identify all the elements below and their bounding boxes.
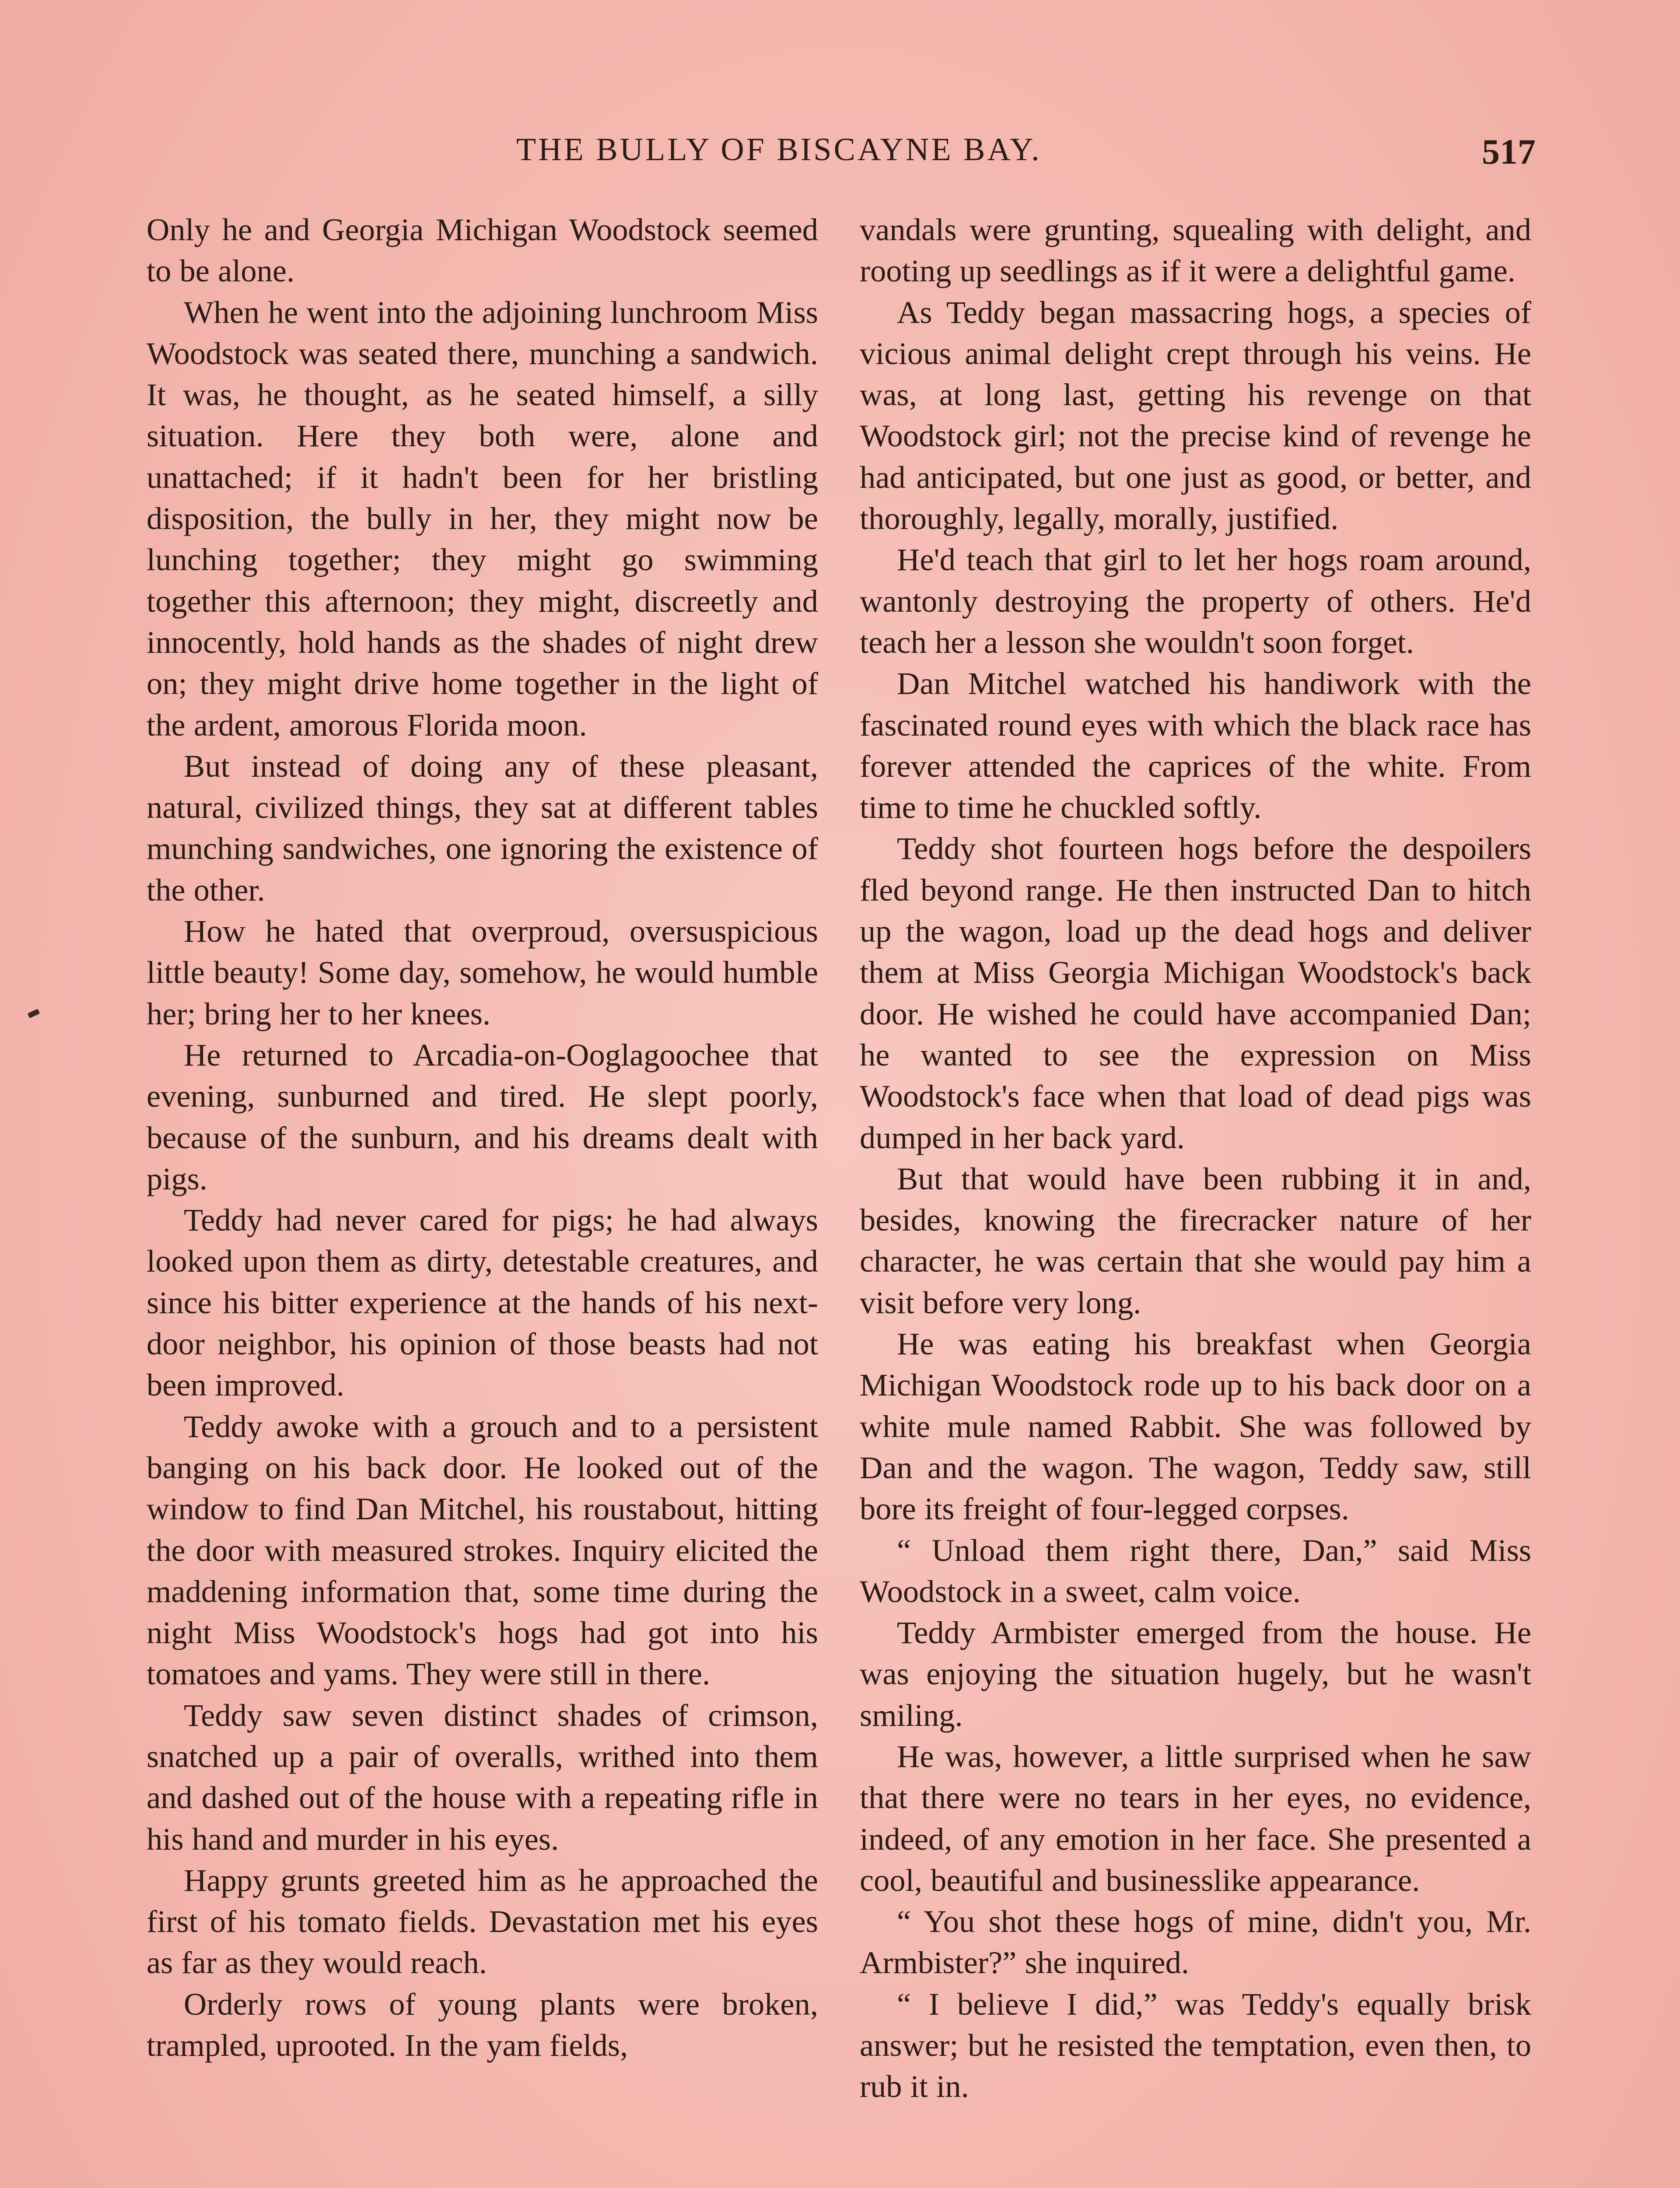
right-column <box>860 209 1531 2188</box>
paragraph: “ You shot these hogs of mine, didn't you, Mr. Armbister?” she inquired. <box>860 1904 1531 1981</box>
paragraph: “ Unload them right there, Dan,” said Miss Woodstock in a sweet, calm voice. <box>860 1532 1531 1609</box>
page-number: 517 <box>1482 132 1536 172</box>
paragraph: Teddy shot fourteen hogs before the despoilers fled beyond range. He then instructed Dan to hitch up the wagon, load up the dead hogs and deliver them at Miss Georgia Michigan Woodstock's back door. He wished he could have accompanied Dan; he wanted to see the expression on Miss Woodstock's face when that load of dead pigs was dumped in her back yard. <box>860 831 1531 1155</box>
paragraph: Dan Mitchel watched his handiwork with the fascinated round eyes with which the black race has forever attended the caprices of the white. From time to time he chuckled softly. <box>860 666 1531 825</box>
paragraph: He was eating his breakfast when Georgia Michigan Woodstock rode up to his back door on a white mule named Rabbit. She was followed by Dan and the wagon. The wagon, Teddy saw, still bore its freight of four-legged corpses. <box>860 1326 1531 1527</box>
left-column <box>147 209 818 2188</box>
paragraph: How he hated that overproud, oversuspicious little beauty! Some day, somehow, he would humble her; bring her to her knees. <box>147 913 818 1031</box>
paragraph: But instead of doing any of these pleasant, natural, civilized things, they sat at different tables munching sandwiches, one ignoring the existence of the other. <box>147 748 818 908</box>
paragraph: He was, however, a little surprised when he saw that there were no tears in her eyes, no evidence, indeed, of any emotion in her face. She presented a cool, beautiful and businesslike appearance. <box>860 1738 1531 1898</box>
paragraph: Teddy Armbister emerged from the house. He was enjoying the situation hugely, but he wasn't smiling. <box>860 1615 1531 1733</box>
paragraph: Only he and Georgia Michigan Woodstock seemed to be alone. <box>147 212 818 289</box>
paragraph: As Teddy began massacring hogs, a species of vicious animal delight crept through his veins. He was, at long last, getting his revenge on that Woodstock girl; not the precise kind of revenge he had anticipated, but one just as good, or better, and thoroughly, legally, morally, justified. <box>860 294 1531 536</box>
paragraph: vandals were grunting, squealing with delight, and rooting up seedlings as if it were a delightful game. <box>860 212 1531 289</box>
paragraph: Teddy had never cared for pigs; he had always looked upon them as dirty, detestable creatures, and since his bitter experience at the hands of his next-door neighbor, his opinion of those beasts had not been improved. <box>147 1202 818 1403</box>
paragraph: Orderly rows of young plants were broken, trampled, uprooted. In the yam fields, <box>147 1986 818 2063</box>
paragraph: He'd teach that girl to let her hogs roam around, wantonly destroying the property of others. He'd teach her a lesson she wouldn't soon forget. <box>860 542 1531 660</box>
paragraph: Happy grunts greeted him as he approached the first of his tomato fields. Devastation met his eyes as far as they would reach. <box>147 1862 818 1981</box>
paragraph: Teddy awoke with a grouch and to a persistent banging on his back door. He looked out of the window to find Dan Mitchel, his roustabout, hitting the door with measured strokes. Inquiry elicited the maddening information that, some time during the night Miss Woodstock's hogs had got into his tomatoes and yams. They were still in there. <box>147 1408 818 1692</box>
paragraph: Teddy saw seven distinct shades of crimson, snatched up a pair of overalls, writhed into them and dashed out of the house with a repeating rifle in his hand and murder in his eyes. <box>147 1697 818 1857</box>
paragraph: “ I believe I did,” was Teddy's equally brisk answer; but he resisted the temptation, even then, to rub it in. <box>860 1986 1531 2104</box>
running-title: THE BULLY OF BISCAYNE BAY. <box>516 132 1042 168</box>
paragraph: But that would have been rubbing it in and, besides, knowing the firecracker nature of her character, he was certain that she would pay him a visit before very long. <box>860 1161 1531 1320</box>
paragraph: He returned to Arcadia-on-Ooglagoochee that evening, sunburned and tired. He slept poorly, because of the sunburn, and his dreams dealt with pigs. <box>147 1037 818 1196</box>
paragraph: When he went into the adjoining lunchroom Miss Woodstock was seated there, munching a sandwich. It was, he thought, as he seated himself, a silly situation. Here they both were, alone and unattached; if it hadn't been for her bristling disposition, the bully in her, they might now be lunching together; they might go swimming together this afternoon; they might, discreetly and innocently, hold hands as the shades of night drew on; they might drive home together in the light of the ardent, amorous Florida moon. <box>147 294 818 743</box>
